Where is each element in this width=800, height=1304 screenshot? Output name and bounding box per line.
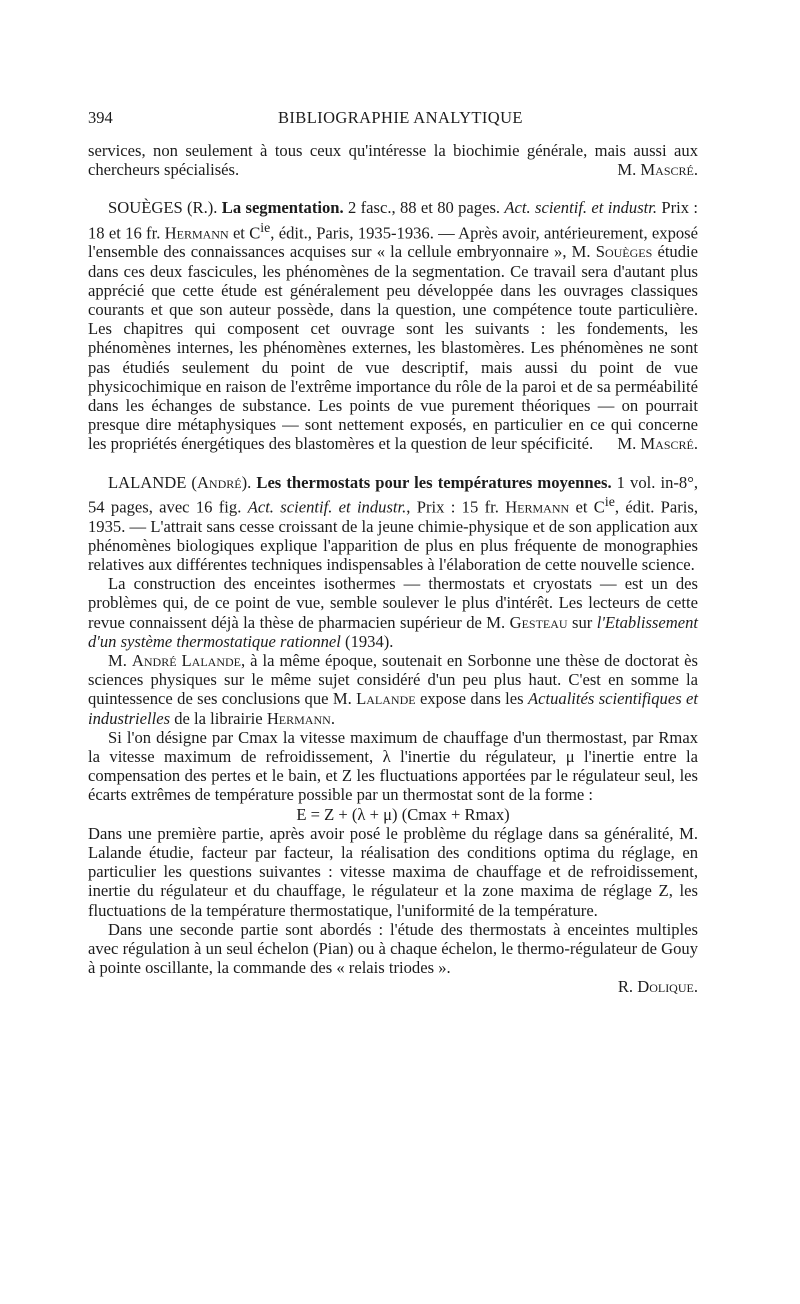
review2-p3-text: , à la même époque, soutenait en Sorbonne une thèse de doctorat ès sciences physiques sur le même sujet considéré d'un peu plus haut. C'est en somme la quintessence de ses conclusions que M.	[88, 650, 698, 709]
formula: E = Z + (λ + μ) (Cmax + Rmax)	[296, 804, 510, 824]
review2-p3-work: Actualités scientifiques et industrielles	[88, 689, 698, 728]
page-body	[88, 141, 698, 997]
review2-author-end: ).	[241, 472, 252, 492]
review2-author-first: André	[196, 472, 242, 492]
page-number: 394	[88, 108, 113, 127]
review2-author: LALANDE (	[108, 472, 197, 492]
continuation-signature: M. Mascré.	[617, 160, 698, 180]
review2-p3-name2: Lalande	[356, 689, 416, 709]
review1-series: Act. scientif. et industr.	[504, 198, 658, 218]
review1-price: Prix : 18 et 16 fr.	[88, 198, 699, 243]
running-title: BIBLIOGRAPHIE ANALYTIQUE	[278, 108, 523, 127]
review-lalande	[88, 473, 698, 575]
review1-cie-sup: ie	[260, 219, 271, 235]
review2-p3-librairie: de la librairie	[170, 708, 267, 728]
review2-p3-m: M.	[108, 650, 132, 670]
review1-author-ref: Souèges	[595, 242, 653, 262]
review1-body: étudie dans ces deux fascicules, les phénomènes de la segmentation. Ce travail sera d'autant plus apprécié que cette étude est généralement peu développée dans les ouvrages classiques courants et que son auteur possède, dans la question, une compétence toute particulière. Les chapitres qui composent cet ouvrage sont les suivants : les fondements, les phénomènes internes, les phénomènes externes, les blastomères. Les phénomènes ne sont pas étudiés seulement du point de vue descriptif, mais aussi du point de vue physicochimique en raison de l'extrême importance du rôle de la paroi et de sa perméabilité dans les échanges de substance. Les points de vue purement théoriques — on pourrait presque dire métaphysiques — sont nettement exposés, en particulier en ce qui concerne les propriétés énergétiques des blastomères et la question de leur spécificité.	[88, 242, 698, 454]
review2-paragraph-4: Si l'on désigne par Cmax la vitesse maximum de chauffage d'un thermostast, par Rmax la vitesse maximum de refroidissement, λ l'inertie du régulateur, μ l'inertie entre la compensation des pertes et le bain, et Z les fluctuations apportées par le régulateur seul, les écarts extrêmes de température possible par un thermostat sont de la forme :	[88, 727, 698, 805]
review2-signature: R. Dolique.	[617, 977, 698, 997]
review2-p3-expose: expose dans les	[415, 689, 528, 709]
review-souegues	[88, 198, 698, 453]
review2-p2-work: l'Etablissement d'un système thermostatique rationnel	[88, 612, 698, 651]
review2-p2-sur: sur	[567, 612, 597, 632]
review2-p3-publisher: Hermann	[266, 708, 331, 728]
review2-details: 1 vol. in-8°, 54 pages, avec 16 fig.	[88, 472, 698, 517]
review2-intro: , édit. Paris, 1935. — L'attrait sans cesse croissant de la jeune chimie-physique et de son application aux phénomènes biologiques explique l'apparition de plus en plus fréquente de monographies relatives aux différentes techniques indispensables à l'élaboration de cette nouvelle science.	[88, 497, 699, 574]
review1-details: 2 fasc., 88 et 80 pages.	[343, 198, 505, 218]
review1-publisher: Hermann	[164, 223, 229, 243]
review2-et-cie: et C	[569, 497, 605, 517]
review1-signature: M. Mascré.	[617, 434, 698, 454]
review1-et-cie: et C	[228, 223, 261, 243]
review2-series: Act. scientif. et industr.	[247, 497, 407, 517]
running-header	[88, 108, 698, 130]
review2-paragraph-2	[88, 574, 698, 651]
review2-p2-year: (1934).	[340, 631, 394, 651]
continuation-text: services, non seulement à tous ceux qu'intéresse la biochimie générale, mais aussi aux chercheurs spécialisés.	[88, 141, 698, 180]
review2-publisher: Hermann	[505, 497, 570, 517]
review2-p3-end: .	[330, 708, 335, 728]
review1-author: SOUÈGES (R.).	[108, 198, 218, 218]
review2-title: Les thermostats pour les températures moyennes.	[256, 472, 612, 492]
review2-p2-name: Gesteau	[509, 612, 568, 632]
review1-title: La segmentation.	[221, 198, 344, 218]
continuation-paragraph	[88, 141, 698, 179]
review2-cie-sup: ie	[604, 493, 615, 509]
review2-price: , Prix : 15 fr.	[406, 497, 506, 517]
review1-intro: , édit., Paris, 1935-1936. — Après avoir, antérieurement, exposé l'ensemble des connaissances acquises sur « la cellule embryonnaire », M.	[88, 223, 698, 262]
review2-paragraph-5: Dans une première partie, après avoir posé le problème du réglage dans sa généralité, M. Lalande étudie, facteur par facteur, la réalisation des conditions optima du réglage, en particulier les questions suivantes : vitesse maxima de chauffage et de refroidissement, inertie du régulateur et du chauffage, le régulateur et la zone maxima de réglage Z, les fluctuations de la température thermostatique, l'uniformité de la température.	[88, 823, 698, 920]
review2-paragraph-3	[88, 651, 698, 728]
review2-paragraph-6: Dans une seconde partie sont abordés : l'étude des thermostats à enceintes multiples avec régulation à un seul échelon (Pian) ou à chaque échelon, le thermo-régulateur de Gouy à pointe oscillante, la commande des « relais triodes ».	[88, 919, 698, 978]
review2-p3-name1: André Lalande	[131, 650, 241, 670]
review2-p2-text: La construction des enceintes isothermes — thermostats et cryostats — est un des problèmes qui, de ce point de vue, semble soulever le plus d'intérêt. Les lecteurs de cette revue connaissent déjà la thèse de pharmacien supérieur de M.	[88, 574, 698, 632]
